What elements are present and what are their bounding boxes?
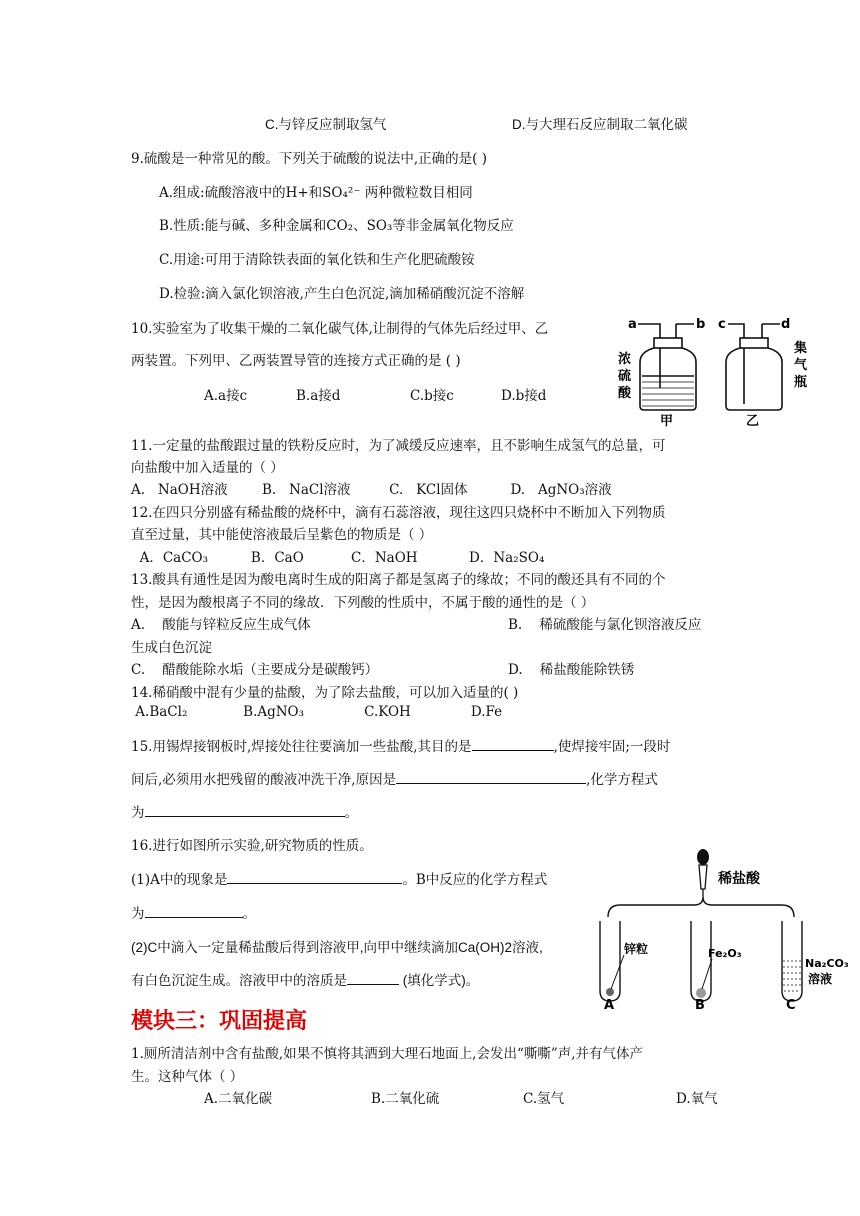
- q10-stem-1: 10.实验室为了收集干燥的二氧化碳气体,让制得的气体先后经过甲、乙: [131, 321, 549, 337]
- q16-part-1: [131, 868, 547, 888]
- q13-option-b-cont: 生成白色沉淀: [131, 640, 212, 656]
- q15-text-3a: 为: [131, 805, 145, 821]
- q11-options: A. NaOH溶液 B. NaCl溶液 C. KCl固体 D. AgNO₃溶液: [131, 482, 612, 498]
- fig-label-jia: 甲: [660, 414, 674, 428]
- gas-bottles-figure: [610, 310, 830, 428]
- q13-option-d: D. 稀盐酸能除铁锈: [508, 662, 635, 678]
- q15-line-2: [131, 768, 658, 788]
- fig-label-nong: 浓: [618, 352, 632, 367]
- q13-stem-2: 性，是因为酸根离子不同的缘故．下列酸的性质中，不属于酸的通性的是（ ）: [131, 595, 595, 611]
- m3-q1-stem-1: 1.厕所清洁剂中含有盐酸,如果不慎将其洒到大理石地面上,会发出“嘶嘶”声,并有气体产: [131, 1046, 644, 1062]
- fig-label-ping: 瓶: [794, 375, 808, 390]
- q9-option-c: C.用途:可用于清除铁表面的氧化铁和生产化肥硫酸铵: [159, 252, 475, 268]
- q10-option-b: B.a接d: [296, 388, 341, 404]
- m3-q1-option-b: B.二氧化硫: [371, 1091, 440, 1107]
- fig-label-yi: 乙: [746, 414, 760, 428]
- q15-text-3b: 。: [344, 805, 358, 821]
- q11-stem-1: 11.一定量的盐酸跟过量的铁粉反应时，为了减缓反应速率，且不影响生成氢气的总量，可: [131, 438, 666, 454]
- q15-line-1: [131, 735, 670, 755]
- q16-blank-phenomenon[interactable]: [227, 869, 402, 884]
- q16-text-2c: (填化学式)。: [399, 973, 480, 988]
- tube-b-fe2o3-label: Fe₂O₃: [708, 947, 742, 960]
- q15-text-2a: 间后,必须用水把残留的酸液冲洗干净,原因是: [131, 772, 397, 788]
- q16-text-1d: 。: [242, 906, 256, 922]
- fig-label-c: c: [718, 317, 726, 332]
- q14-options: A.BaCl₂ B.AgNO₃ C.KOH D.Fe: [131, 704, 503, 720]
- fig-label-a: a: [628, 317, 637, 332]
- tube-a-zinc-label: 锌粒: [624, 942, 649, 956]
- m3-q1-option-d: D.氧气: [676, 1091, 718, 1107]
- fig-label-qi: 气: [794, 358, 808, 373]
- q13-stem-1: 13.酸具有通性是因为酸电离时生成的阳离子都是氢离子的缘故；不同的酸还具有不同的个: [131, 572, 666, 588]
- q15-text-2b: ,化学方程式: [586, 772, 658, 788]
- q9-option-a: A.组成:硫酸溶液中的H+和SO₄²⁻ 两种微粒数目相同: [159, 185, 473, 201]
- q10-option-a: A.a接c: [204, 388, 248, 404]
- fig-label-liu: 硫: [618, 369, 632, 384]
- module-3-heading: 模块三：巩固提高: [131, 1009, 308, 1034]
- q16-text-1a: (1)A中的现象是: [131, 872, 228, 888]
- q9-option-d: D.检验:滴入氯化钡溶液,产生白色沉淀,滴加稀硝酸沉淀不溶解: [159, 286, 525, 302]
- q9-stem: 9.硫酸是一种常见的酸。下列关于硫酸的说法中,正确的是( ): [131, 151, 487, 167]
- dropper-bulb-icon: [697, 849, 709, 865]
- q15-text-1b: ,使焊接牢固;一段时: [553, 739, 671, 755]
- q16-part-2: (2)C中滴入一定量稀盐酸后得到溶液甲,向甲中继续滴加Ca(OH)2溶液,: [131, 940, 543, 955]
- q15-blank-reason[interactable]: [396, 769, 586, 784]
- dropper-acid-label: 稀盐酸: [718, 871, 760, 887]
- q16-stem: 16.进行如图所示实验,研究物质的性质。: [131, 838, 373, 854]
- q13-option-b: B. 稀硫酸能与氯化钡溶液反应: [508, 617, 702, 633]
- q16-blank-solute[interactable]: [347, 970, 399, 985]
- q16-blank-equation[interactable]: [145, 903, 243, 918]
- q16-part-2-cont: [131, 969, 479, 989]
- q10-option-d: D.b接d: [501, 388, 547, 404]
- test-tubes-figure: [596, 845, 860, 1010]
- fig-label-d: d: [781, 317, 791, 332]
- tube-c-solution-label: 溶液: [808, 972, 833, 986]
- q12-options: A．CaCO₃ B．CaO C．NaOH D．Na₂SO₄: [131, 550, 545, 566]
- q9-option-b: B.性质:能与碱、多种金属和CO₂、SO₃等非金属氧化物反应: [159, 218, 514, 234]
- q13-option-a: A. 酸能与锌粒反应生成气体: [131, 617, 311, 633]
- q10-option-c: C.b接c: [410, 388, 454, 404]
- q16-text-1b: 。B中反应的化学方程式: [402, 872, 548, 888]
- tube-c-label: C: [786, 998, 796, 1010]
- q8-option-d: D.与大理石反应制取二氧化碳: [512, 117, 688, 132]
- q11-stem-2: 向盐酸中加入适量的（ ）: [131, 460, 284, 476]
- q16-part-1-cont: [131, 902, 256, 922]
- tube-c-na2co3-label: Na₂CO₃: [805, 957, 849, 970]
- q15-text-1a: 15.用锡焊接钢板时,焊接处往往要滴加一些盐酸,其目的是: [131, 739, 472, 755]
- tube-b-label: B: [695, 998, 705, 1010]
- m3-q1-option-a: A.二氧化碳: [204, 1091, 273, 1107]
- q12-stem-1: 12.在四只分别盛有稀盐酸的烧杯中，滴有石蕊溶液，现往这四只烧杯中不断加入下列物质: [131, 505, 666, 521]
- m3-q1-stem-2: 生。这种气体（ ）: [131, 1069, 244, 1085]
- q15-line-3: [131, 801, 358, 821]
- fig-label-ji: 集: [794, 341, 808, 356]
- tube-a-label: A: [604, 998, 615, 1010]
- q10-stem-2: 两装置。下列甲、乙两装置导管的连接方式正确的是 ( ): [131, 353, 461, 369]
- m3-q1-option-c: C.氢气: [523, 1091, 565, 1107]
- q16-text-2b: 有白色沉淀生成。溶液甲中的溶质是: [131, 973, 347, 988]
- q14-stem: 14.稀硝酸中混有少量的盐酸，为了除去盐酸，可以加入适量的( ): [131, 685, 519, 701]
- q15-blank-purpose[interactable]: [472, 736, 554, 751]
- q15-blank-equation[interactable]: [145, 802, 345, 817]
- fig-label-b: b: [696, 317, 706, 332]
- q8-option-c: C.与锌反应制取氢气: [265, 117, 387, 132]
- fig-label-suan: 酸: [618, 386, 632, 401]
- q12-stem-2: 直至过量，其中能使溶液最后呈紫色的物质是（ ）: [131, 527, 433, 543]
- q13-option-c: C. 醋酸能除水垢（主要成分是碳酸钙）: [131, 662, 379, 678]
- q16-text-1c: 为: [131, 906, 145, 922]
